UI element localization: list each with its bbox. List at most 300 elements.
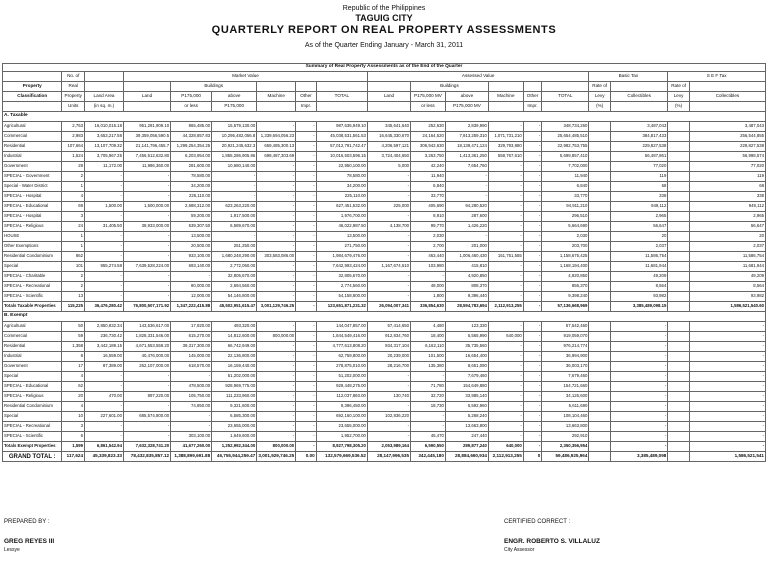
table-cell: 78,432,835,857.12 [123, 452, 170, 462]
table-cell: 987,635,949.10 [316, 122, 367, 132]
table-cell: - [257, 172, 296, 182]
table-cell: 105,750.00 [171, 392, 212, 402]
table-cell: 20 [62, 392, 85, 402]
table-cell [589, 182, 611, 192]
summary-title: Summary of Real Property Assessments as of the End of the Quarter [3, 64, 766, 72]
table-cell: 12,000.00 [171, 292, 212, 302]
col-header-sef-tax: S E F Tax [668, 72, 766, 82]
table-cell: - [367, 402, 410, 412]
table-cell: - [123, 372, 170, 382]
table-cell: 1,167,674,610 [367, 262, 410, 272]
table-cell: - [123, 382, 170, 392]
table-cell: 929,448,275.00 [316, 382, 367, 392]
table-cell: 6,162,110 [411, 342, 446, 352]
table-cell: - [296, 372, 317, 382]
table-cell: - [367, 382, 410, 392]
table-cell [668, 222, 690, 232]
table-cell: 1,828,331,546.00 [123, 332, 170, 342]
table-cell: 50 [62, 322, 85, 332]
table-cell: 2,694,560.00 [212, 282, 257, 292]
table-cell: 2,983 [62, 132, 85, 142]
row-classification: Special [3, 412, 62, 422]
table-cell: 34,200.00 [316, 182, 367, 192]
table-cell: 154,721,660 [542, 382, 589, 392]
col-header-basic-tax: Basic Tax [589, 72, 668, 82]
table-cell: 1,599 [62, 442, 85, 452]
table-cell: - [296, 252, 317, 262]
table-cell: 119 [610, 172, 667, 182]
table-cell: 34,200.00 [171, 182, 212, 192]
row-classification: Residential [3, 342, 62, 352]
table-cell: - [689, 402, 765, 412]
table-cell: - [123, 272, 170, 282]
table-cell: 2 [62, 172, 85, 182]
table-cell: - [488, 372, 523, 382]
table-cell: - [689, 382, 765, 392]
table-cell: - [123, 292, 170, 302]
table-cell: 102,836,220 [367, 412, 410, 422]
table-cell: 107,664 [62, 142, 85, 152]
table-cell: - [212, 192, 257, 202]
table-cell: - [523, 202, 541, 212]
table-cell: 48,000 [411, 282, 446, 292]
table-cell: 78,580.00 [171, 172, 212, 182]
table-cell: 154,649,880 [445, 382, 488, 392]
table-cell: 289,877,240 [445, 442, 488, 452]
section-label: A. Taxable [3, 112, 766, 122]
table-cell: 1 [62, 182, 85, 192]
table-cell: - [411, 272, 446, 282]
table-cell: - [257, 212, 296, 222]
table-cell: 949,112 [610, 202, 667, 212]
table-cell: - [488, 292, 523, 302]
table-row [3, 372, 766, 382]
section-header-row [3, 312, 766, 322]
row-classification: Residential Condominium [3, 402, 62, 412]
table-cell: - [411, 422, 446, 432]
table-cell: 18,400 [411, 332, 446, 342]
row-classification: Residential [3, 142, 62, 152]
table-cell: - [257, 202, 296, 212]
table-cell: - [367, 212, 410, 222]
table-cell: 7,632,328,741.20 [123, 442, 170, 452]
table-cell: - [523, 142, 541, 152]
table-cell: 247,440 [445, 432, 488, 442]
table-cell: 28,594,783,694 [445, 302, 488, 312]
table-cell: 3 [62, 212, 85, 222]
prepared-by-label: PREPARED BY : [4, 519, 50, 525]
table-cell: 69 [62, 202, 85, 212]
table-cell: 2,965 [689, 212, 765, 222]
table-cell: 23,655,000.00 [212, 422, 257, 432]
table-cell: - [123, 252, 170, 262]
table-cell: 1,299,254,354.25 [171, 142, 212, 152]
table-cell: 13 [62, 292, 85, 302]
table-cell [668, 212, 690, 222]
table-cell: - [85, 192, 124, 202]
table-cell: 11,986,360.00 [123, 162, 170, 172]
table-cell: 9,396,440 [445, 292, 488, 302]
table-cell: 2,030 [542, 232, 589, 242]
table-row [3, 122, 766, 132]
table-cell: 145,000.00 [171, 352, 212, 362]
totals-label: Totals Exempt Properties [3, 442, 62, 452]
table-cell: - [296, 412, 317, 422]
table-cell: 640,000 [488, 442, 523, 452]
table-cell: - [296, 402, 317, 412]
table-cell: 281,600.00 [171, 162, 212, 172]
table-cell [668, 402, 690, 412]
table-cell: 101 [62, 262, 85, 272]
table-cell: - [257, 162, 296, 172]
table-cell [589, 262, 611, 272]
table-cell: - [523, 232, 541, 242]
table-cell: - [523, 292, 541, 302]
table-cell: 1 [62, 232, 85, 242]
table-cell: 4,480 [411, 322, 446, 332]
table-cell: - [689, 342, 765, 352]
table-cell: 45,502,951,615.47 [212, 302, 257, 312]
row-classification: SPECIAL - Scientific [3, 292, 62, 302]
table-cell: 3,442,189.15 [85, 342, 124, 352]
table-cell: 6,861,542.94 [85, 442, 124, 452]
table-cell: 56,998,574 [689, 152, 765, 162]
table-cell: 74,850.00 [171, 402, 212, 412]
table-cell: 111,233,960.00 [212, 392, 257, 402]
table-row [3, 322, 766, 332]
table-cell: 463,440 [411, 252, 446, 262]
table-cell [668, 452, 690, 462]
table-cell: - [123, 232, 170, 242]
table-cell: 1,347,222,415.88 [171, 302, 212, 312]
table-cell [668, 282, 690, 292]
table-cell: 1,168,194,400 [542, 262, 589, 272]
table-cell: - [411, 412, 446, 422]
col-header-sef-collectibles: Collectibles [689, 92, 765, 102]
table-cell: 539,307.50 [171, 222, 212, 232]
table-cell: - [367, 182, 410, 192]
row-classification: Special - Water District [3, 182, 62, 192]
table-cell: 77,020 [689, 162, 765, 172]
col-header-units: No. of [62, 72, 85, 82]
table-cell: 558,767,610 [488, 152, 523, 162]
table-cell: 62,759,800.00 [316, 352, 367, 362]
table-cell: - [367, 172, 410, 182]
table-cell: 54,146,800.00 [212, 292, 257, 302]
table-cell: - [367, 232, 410, 242]
table-cell: 11,172.00 [85, 162, 124, 172]
table-cell: - [488, 362, 523, 372]
table-cell: 5,611,690 [542, 402, 589, 412]
table-cell: - [296, 172, 317, 182]
table-cell: 1,680,248,290.00 [212, 252, 257, 262]
table-cell: - [257, 262, 296, 272]
table-cell: 1,426,220 [445, 222, 488, 232]
table-cell [589, 222, 611, 232]
table-row [3, 262, 766, 272]
table-cell: - [523, 352, 541, 362]
table-cell: 36,994,900 [542, 352, 589, 362]
table-cell: 1,071,731,210 [488, 132, 523, 142]
table-cell: 57,136,668,969 [542, 302, 589, 312]
table-row [3, 392, 766, 402]
table-cell: - [296, 362, 317, 372]
table-cell: 2,753 [62, 122, 85, 132]
table-cell [589, 382, 611, 392]
table-cell: 2,112,913,255 [488, 452, 523, 462]
table-cell: 87,389.00 [85, 362, 124, 372]
col-header-av-machine: Machine [488, 92, 523, 102]
col-header-property [3, 72, 62, 82]
table-cell: 2 [62, 282, 85, 292]
table-cell: 3 [62, 422, 85, 432]
table-cell: 1,500,000.00 [123, 202, 170, 212]
table-cell: 16,654,400 [445, 352, 488, 362]
table-row [3, 132, 766, 142]
table-cell: - [257, 372, 296, 382]
table-cell: 2,839,990 [445, 122, 488, 132]
table-cell: - [296, 152, 317, 162]
table-cell: 39,359,056,590.5 [123, 132, 170, 142]
table-cell: 229,827,538 [689, 142, 765, 152]
table-cell: - [689, 352, 765, 362]
row-classification: SPECIAL - Government [3, 172, 62, 182]
table-cell: 18,139,471,124 [445, 142, 488, 152]
table-cell: 13,500.00 [171, 232, 212, 242]
table-cell: - [123, 282, 170, 292]
table-cell: - [488, 342, 523, 352]
table-cell: - [445, 232, 488, 242]
table-cell: 7,913,259,310 [445, 132, 488, 142]
table-cell: - [610, 322, 667, 332]
table-cell: - [523, 422, 541, 432]
table-cell [589, 142, 611, 152]
table-row [3, 192, 766, 202]
table-cell: 627,451,532.00 [316, 202, 367, 212]
totals-label: Totals Taxable Properties [3, 302, 62, 312]
table-cell: 2,112,913,255 [488, 302, 523, 312]
table-cell: - [85, 232, 124, 242]
table-cell: - [689, 372, 765, 382]
table-cell: - [488, 122, 523, 132]
table-cell: 4 [62, 372, 85, 382]
table-row [3, 332, 766, 342]
table-cell: 2,350,356,954 [542, 442, 589, 452]
table-cell: - [85, 292, 124, 302]
table-cell: 6 [62, 432, 85, 442]
table-cell: 33,770 [411, 192, 446, 202]
table-cell: - [445, 182, 488, 192]
table-cell: 2,030 [411, 232, 446, 242]
table-row [3, 432, 766, 442]
table-cell: - [488, 422, 523, 432]
table-cell: 3,487,043 [689, 122, 765, 132]
table-cell: 18,730 [411, 402, 446, 412]
table-cell: 143,536,617.00 [123, 322, 170, 332]
table-cell: - [523, 212, 541, 222]
table-cell [668, 382, 690, 392]
table-cell: 2,700 [411, 242, 446, 252]
table-cell: 62 [62, 382, 85, 392]
table-cell: - [257, 422, 296, 432]
table-cell: - [411, 372, 446, 382]
table-cell: 0 [523, 452, 541, 462]
table-row [3, 152, 766, 162]
table-cell: 3,385,489,098 [610, 452, 667, 462]
table-cell: 20,500.00 [171, 242, 212, 252]
table-cell [668, 442, 690, 452]
table-cell: 51,202,000.00 [212, 372, 257, 382]
table-cell: 33,770 [542, 192, 589, 202]
row-classification: Commercial [3, 332, 62, 342]
table-cell: 7,679,460 [445, 372, 488, 382]
table-cell: 251,250.00 [212, 242, 257, 252]
row-classification: Special [3, 262, 62, 272]
table-cell: 5,000 [367, 162, 410, 172]
table-cell: - [523, 162, 541, 172]
table-cell: 35,735,560 [445, 342, 488, 352]
table-cell: - [488, 192, 523, 202]
table-cell: 93,982 [689, 292, 765, 302]
table-cell: 49,209 [610, 272, 667, 282]
table-cell: 470.00 [85, 392, 124, 402]
table-cell: - [689, 432, 765, 442]
table-cell: - [171, 422, 212, 432]
table-cell [589, 242, 611, 252]
table-cell: - [296, 262, 317, 272]
table-row [3, 162, 766, 172]
table-cell: 68 [610, 182, 667, 192]
table-cell: 22,950,100.00 [316, 162, 367, 172]
table-cell: 44,328,857.83 [171, 132, 212, 142]
table-cell [589, 322, 611, 332]
table-cell [668, 412, 690, 422]
table-cell [668, 392, 690, 402]
table-cell [589, 442, 611, 452]
table-cell: 6,840 [411, 182, 446, 192]
table-cell: 135,380 [411, 362, 446, 372]
table-cell: 16,159,440.00 [212, 362, 257, 372]
row-classification: Special [3, 372, 62, 382]
table-cell: - [296, 322, 317, 332]
table-cell: 76,800,507,171.92 [123, 302, 170, 312]
table-cell: - [488, 352, 523, 362]
table-cell: - [488, 172, 523, 182]
table-cell: - [610, 352, 667, 362]
table-cell: 45,470 [411, 432, 446, 442]
table-cell: 278,875,010.00 [316, 362, 367, 372]
table-cell: - [257, 342, 296, 352]
table-cell: - [367, 242, 410, 252]
certifier-title: City Assessor [504, 547, 535, 553]
table-cell: - [610, 412, 667, 422]
table-cell: 1,388,899,691.88 [171, 452, 212, 462]
table-cell: 33,985,140 [445, 392, 488, 402]
table-cell: - [488, 412, 523, 422]
table-cell: - [523, 432, 541, 442]
table-cell [668, 132, 690, 142]
table-cell: 659,485,300.13 [257, 142, 296, 152]
table-cell: 415,810 [445, 262, 488, 272]
table-cell: - [523, 322, 541, 332]
table-cell: 976,214,774 [542, 342, 589, 352]
table-cell: - [689, 412, 765, 422]
table-cell: - [296, 202, 317, 212]
table-cell: - [296, 332, 317, 342]
table-cell: - [367, 282, 410, 292]
table-cell: 11,681,944 [610, 262, 667, 272]
table-cell: 478,500.00 [171, 382, 212, 392]
table-cell [668, 262, 690, 272]
table-cell: 8,651,090 [445, 362, 488, 372]
table-cell: - [610, 342, 667, 352]
table-cell: - [610, 362, 667, 372]
table-cell: 45,038,531,561.53 [316, 132, 367, 142]
table-cell: 36,476,280.42 [85, 302, 124, 312]
table-cell: 117,624 [62, 452, 85, 462]
table-cell: - [123, 172, 170, 182]
table-cell: 5,565,990 [445, 332, 488, 342]
table-cell [589, 402, 611, 412]
table-cell [589, 342, 611, 352]
table-cell: 38,933,000.00 [123, 222, 170, 232]
table-cell: - [257, 392, 296, 402]
table-cell: 693,140.00 [171, 262, 212, 272]
table-cell: - [212, 182, 257, 192]
table-cell: 287,600 [445, 212, 488, 222]
table-cell: - [85, 382, 124, 392]
table-cell: 2,772,060.00 [212, 262, 257, 272]
table-cell [589, 152, 611, 162]
table-cell: 271,750.00 [316, 242, 367, 252]
table-cell: - [689, 332, 765, 342]
table-cell: 45,339,823.33 [85, 452, 124, 462]
table-cell: - [367, 292, 410, 302]
table-cell: 16,645,330,670 [367, 132, 410, 142]
table-cell: - [212, 172, 257, 182]
table-cell: 3,385,489,098.15 [610, 302, 667, 312]
table-row [3, 232, 766, 242]
table-cell [668, 202, 690, 212]
table-cell: 8,927,798,305.20 [316, 442, 367, 452]
table-cell: - [689, 422, 765, 432]
table-cell: 4,206,597,121 [367, 142, 410, 152]
table-cell: 26,094,007,341 [367, 302, 410, 312]
report-period: As of the Quarter Ending January - March 31, 2011 [304, 42, 464, 49]
table-cell: 13,500.00 [316, 232, 367, 242]
table-cell: 1,952,700.00 [316, 432, 367, 442]
table-cell: - [445, 172, 488, 182]
col-header-av-buildings: Buildings [411, 82, 489, 92]
table-cell: 225,000 [367, 202, 410, 212]
grand-total-label: GRAND TOTAL : [3, 452, 62, 462]
table-row [3, 172, 766, 182]
table-cell: 94,280,520 [445, 202, 488, 212]
table-cell: - [367, 252, 410, 262]
table-cell: 2 [62, 272, 85, 282]
table-cell: 22,982,753,755 [542, 142, 589, 152]
table-row [3, 242, 766, 252]
table-cell: 2,037 [610, 242, 667, 252]
certifier-name: ENGR. ROBERTO S. VILLALUZ [504, 538, 600, 545]
table-cell: - [523, 182, 541, 192]
table-cell: - [123, 402, 170, 412]
table-cell: - [523, 122, 541, 132]
table-cell [668, 362, 690, 372]
table-cell: - [523, 132, 541, 142]
table-cell: 17 [62, 362, 85, 372]
table-cell: 3,263,750 [411, 152, 446, 162]
